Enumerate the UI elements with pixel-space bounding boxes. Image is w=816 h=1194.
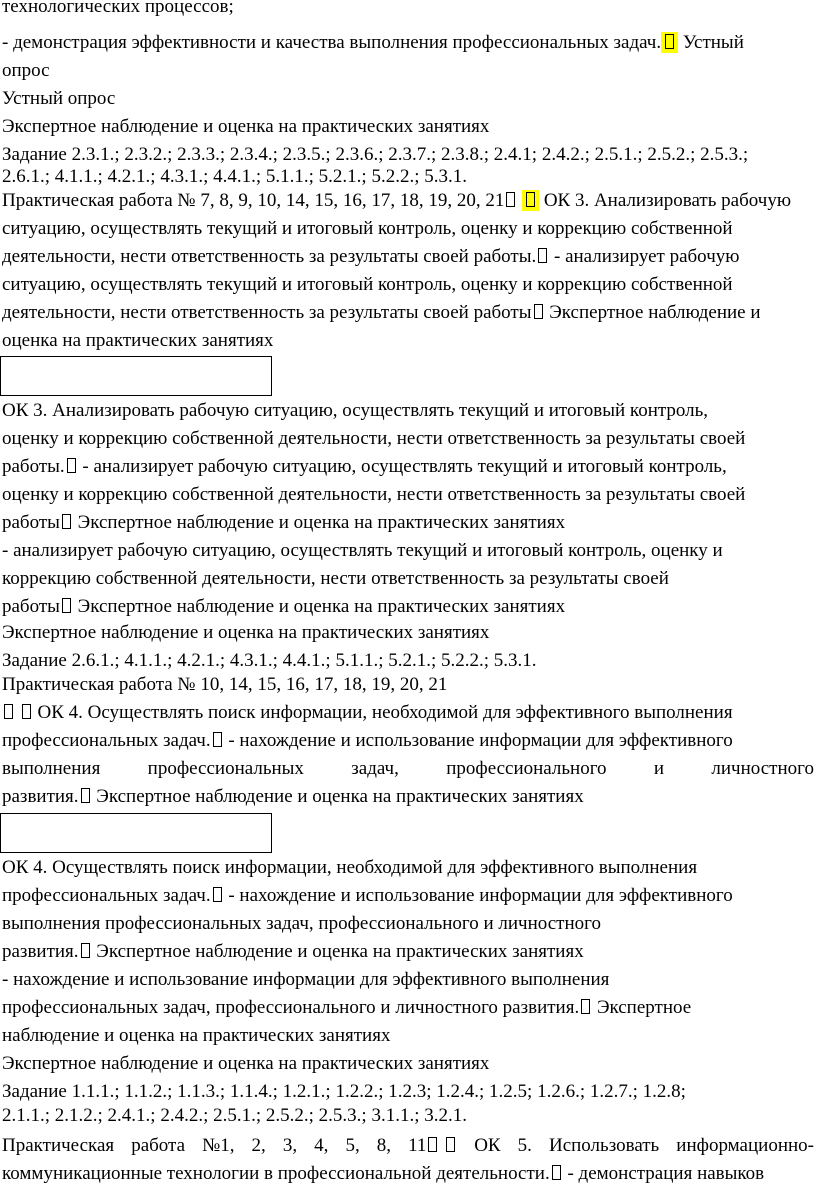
- text-line: - демонстрация эффективности и качества выполнения профессиональных задач. Устный: [2, 32, 744, 53]
- missing-glyph-icon: [506, 192, 515, 207]
- text-line: работы Экспертное наблюдение и оценка на практических занятиях: [2, 596, 566, 617]
- text-line: Практическая работа № 7, 8, 9, 10, 14, 15, 16, 17, 18, 19, 20, 21 ОК 3. Анализировать рабочую: [2, 190, 792, 211]
- text-line: Задание 2.3.1.; 2.3.2.; 2.3.3.; 2.3.4.; 2.3.5.; 2.3.6.; 2.3.7.; 2.3.8.; 2.4.1; 2.4.2.; 2.5.1.; 2.5.2.; 2.5.3.;: [2, 144, 749, 165]
- text-line: коммуникационные технологии в профессиональной деятельности. - демонстрация навыков: [2, 1163, 765, 1184]
- missing-glyph-icon: [581, 999, 590, 1014]
- text-line: опрос: [2, 60, 50, 81]
- missing-glyph-icon: [428, 1137, 437, 1152]
- text-line-justified: выполнения профессиональных задач, профессионального и личностного: [2, 758, 814, 779]
- missing-glyph-icon: [81, 943, 90, 958]
- text-line: ситуацию, осуществлять текущий и итоговый контроль, оценку и коррекцию собственной: [2, 218, 733, 239]
- text-line: оценка на практических занятиях: [2, 330, 274, 351]
- text-line: технологических процессов;: [2, 0, 234, 17]
- text-line: коррекцию собственной деятельности, нести ответственность за результаты своей: [2, 568, 669, 589]
- text-line: развития. Экспертное наблюдение и оценка на практических занятиях: [2, 941, 584, 962]
- text-line-justified: Практическая работа №1, 2, 3, 4, 5, 8, 11 ОК 5. Использовать информационно-: [2, 1135, 814, 1156]
- missing-glyph-icon: [522, 190, 539, 211]
- missing-glyph-icon: [538, 248, 547, 263]
- text-line: работы Экспертное наблюдение и оценка на практических занятиях: [2, 512, 566, 533]
- text-line: ОК 3. Анализировать рабочую ситуацию, осуществлять текущий и итоговый контроль,: [2, 400, 709, 421]
- text-line: ОК 4. Осуществлять поиск информации, необходимой для эффективного выполнения: [2, 700, 733, 726]
- text-line: профессиональных задач. - нахождение и использование информации для эффективного: [2, 885, 733, 906]
- missing-glyph-icon: [67, 458, 76, 473]
- text-line: наблюдение и оценка на практических занятиях: [2, 1025, 391, 1046]
- text-line: Экспертное наблюдение и оценка на практических занятиях: [2, 1053, 490, 1074]
- text-line: деятельности, нести ответственность за результаты своей работы Экспертное наблюдение и: [2, 302, 761, 323]
- text-line: Задание 1.1.1.; 1.1.2.; 1.1.3.; 1.1.4.; 1.2.1.; 1.2.2.; 1.2.3; 1.2.4.; 1.2.5; 1.2.6.; 1.2.7.; 1.2.8;: [2, 1081, 686, 1102]
- missing-glyph-icon: [4, 704, 13, 719]
- text-line: ОК 4. Осуществлять поиск информации, необходимой для эффективного выполнения: [2, 857, 698, 878]
- text-line: - анализирует рабочую ситуацию, осуществлять текущий и итоговый контроль, оценку и: [2, 540, 723, 561]
- text-line: оценку и коррекцию собственной деятельности, нести ответственность за результаты своей: [2, 428, 746, 449]
- missing-glyph-icon: [552, 1165, 561, 1180]
- text-line: - нахождение и использование информации для эффективного выполнения: [2, 969, 610, 990]
- text-line: Практическая работа № 10, 14, 15, 16, 17, 18, 19, 20, 21: [2, 674, 448, 695]
- text-line: развития. Экспертное наблюдение и оценка на практических занятиях: [2, 786, 584, 807]
- text-line: Устный опрос: [2, 88, 116, 109]
- missing-glyph-icon: [213, 732, 222, 747]
- empty-table-cell: [0, 356, 272, 396]
- text-line: 2.6.1.; 4.1.1.; 4.2.1.; 4.3.1.; 4.4.1.; 5.1.1.; 5.2.1.; 5.2.2.; 5.3.1.: [2, 166, 467, 187]
- text-line: профессиональных задач, профессионального и личностного развития. Экспертное: [2, 997, 692, 1018]
- missing-glyph-icon: [446, 1137, 455, 1152]
- text-line: Экспертное наблюдение и оценка на практических занятиях: [2, 116, 490, 137]
- text-line: Задание 2.6.1.; 4.1.1.; 4.2.1.; 4.3.1.; 4.4.1.; 5.1.1.; 5.2.1.; 5.2.2.; 5.3.1.: [2, 650, 537, 671]
- text-line: работы. - анализирует рабочую ситуацию, осуществлять текущий и итоговый контроль,: [2, 456, 727, 477]
- missing-glyph-icon: [62, 514, 71, 529]
- text-line: Экспертное наблюдение и оценка на практических занятиях: [2, 622, 490, 643]
- missing-glyph-icon: [661, 32, 678, 53]
- missing-glyph-icon: [22, 704, 31, 719]
- text-line: профессиональных задач. - нахождение и использование информации для эффективного: [2, 730, 733, 751]
- empty-table-cell: [0, 813, 272, 853]
- missing-glyph-icon: [213, 887, 222, 902]
- text-line: 2.1.1.; 2.1.2.; 2.4.1.; 2.4.2.; 2.5.1.; 2.5.2.; 2.5.3.; 3.1.1.; 3.2.1.: [2, 1105, 467, 1126]
- missing-glyph-icon: [62, 598, 71, 613]
- text-line: ситуацию, осуществлять текущий и итоговый контроль, оценку и коррекцию собственной: [2, 274, 733, 295]
- text-line: оценку и коррекцию собственной деятельности, нести ответственность за результаты своей: [2, 484, 746, 505]
- text-line: деятельности, нести ответственность за результаты своей работы. - анализирует рабочую: [2, 246, 740, 267]
- missing-glyph-icon: [534, 304, 543, 319]
- missing-glyph-icon: [81, 788, 90, 803]
- text-line: выполнения профессиональных задач, профессионального и личностного: [2, 913, 601, 934]
